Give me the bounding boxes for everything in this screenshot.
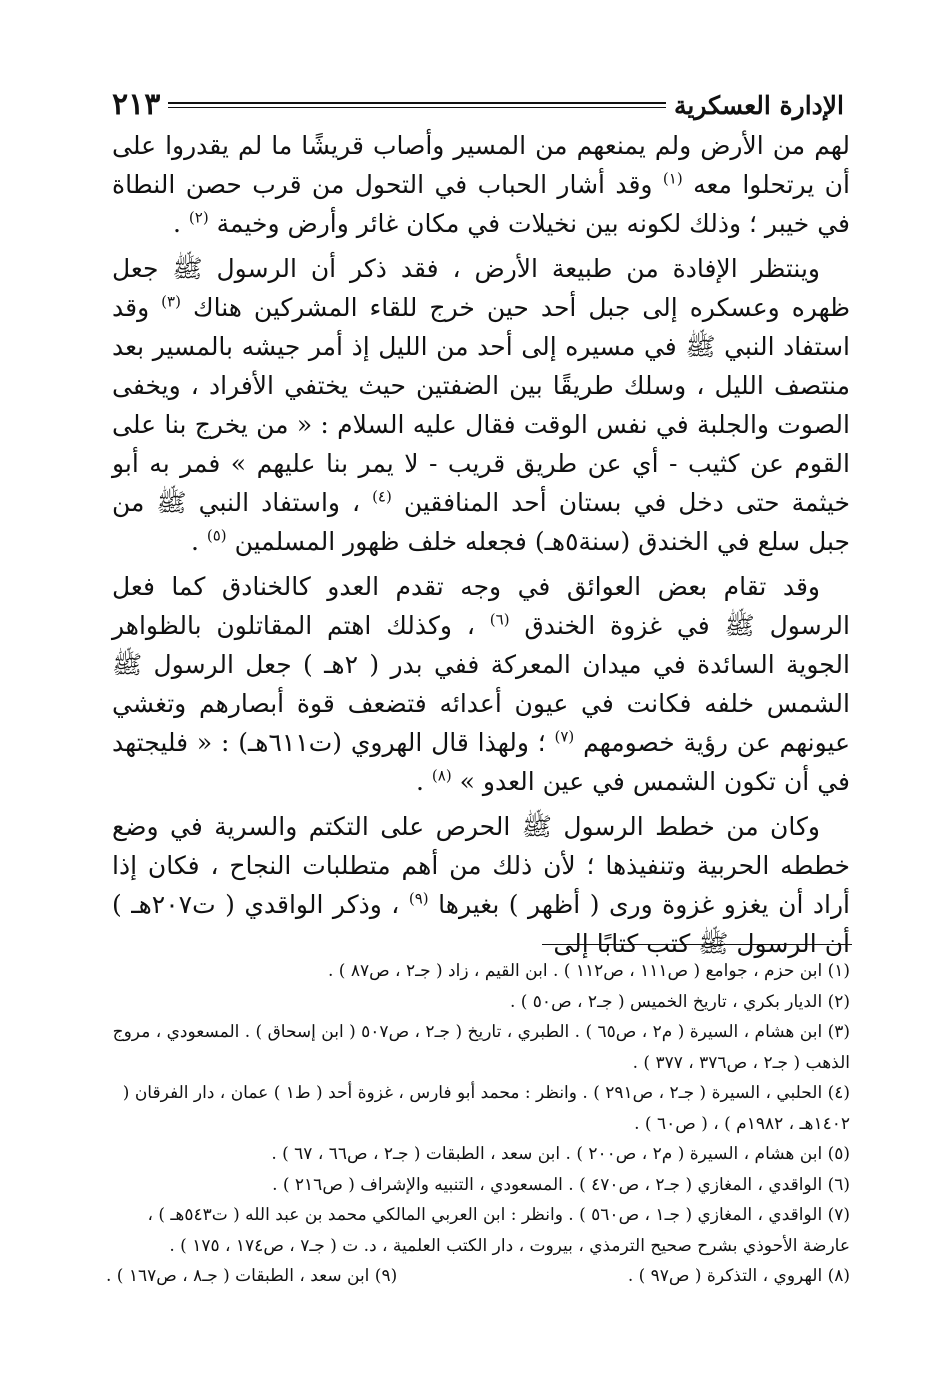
paragraph-text: وقد استفاد النبي ﷺ في مسيره إلى أحد من الليل إذ أمر جيشه بالمسير بعد منتصف الليل ، وسلك طريقًا بين الضفتين حيث يختفي الأفراد ، ويخفى الصوت والجلبة في نفس الوقت فقال عليه السلام : « من يخرج بنا على القوم عن كثيب - أي عن طريق قريب - لا يمر بنا عليهم » فمر به أبو خيثمة حتى دخل في بستان أحد المنافقين (112, 293, 850, 517)
footnote: (٣) ابن هشام ، السيرة ( م٢ ، ص٦٥ ) . الطبري ، تاريخ ( جـ٢ ، ص٥٠٧ ( ابن إسحاق ) . المسعودي ، مروج الذهب ( جـ٢ ، ص٣٧٦ ، ٣٧٧ ) . (112, 1022, 850, 1073)
footnote: (١) ابن حزم ، جوامع ( ص١١١ ، ص١١٢ ) . ابن القيم ، زاد ( جـ٢ ، ص٨٧ ) . (327, 961, 850, 981)
footnote-marker: (٨) (431, 766, 452, 785)
paragraph-text: وقد تقام بعض العوائق في وجه تقدم العدو كالخنادق كما فعل الرسول ﷺ في غزوة الخندق (112, 572, 850, 640)
page-number: ٢١٣ (112, 87, 161, 122)
paragraph-text: ، واستفاد النبي ﷺ من جبل سلع في الخندق (سنة٥هـ) فجعله خلف ظهور المسلمين (112, 488, 850, 556)
footnote-marker: (٢) (188, 208, 209, 227)
paragraph-text: ، وذكر الواقدي ( ت٢٠٧هـ ) أن الرسول ﷺ كتب كتابًا إلى (112, 890, 850, 958)
page-header (112, 70, 844, 120)
paragraph-text: وقد أشار الحباب في التحول من قرب حصن النطاة في خيبر ؛ وذلك لكونه بين نخيلات في مكان غائر وأرض وخيمة (112, 170, 850, 238)
paragraph-end: . (190, 527, 207, 556)
paragraph (112, 567, 850, 801)
footnote-marker: (٧) (554, 727, 575, 746)
footnote-marker: (٥) (206, 526, 227, 545)
main-text (112, 126, 850, 969)
paragraph-text: لهم من الأرض ولم يمنعهم من المسير وأصاب قريشًا ما لم يقدروا على أن يرتحلوا معه (112, 131, 850, 199)
footnote: (٤) الحلبي ، السيرة ( جـ٢ ، ص٢٩١ ) . وانظر : محمد أبو فارس ، غزوة أحد ( ط١ ) عمان ، دار الفرقان ( ١٤٠٢هـ ، ١٩٨٢م ) ، ( ص٦٠ ) . (122, 1083, 850, 1134)
paragraph-text: ، وكذلك اهتم المقاتلون بالظواهر الجوية السائدة في ميدان المعركة ففي بدر ( ٢هـ ) جعل الرسول ﷺ الشمس خلفه فكانت في عيون أعدائه فتضعف قوة أبصارهم وتغشي عيونهم عن رؤية خصومهم (112, 611, 850, 757)
paragraph-text: وينتظر الإفادة من طبيعة الأرض ، فقد ذكر أن الرسول ﷺ جعل ظهره وعسكره إلى جبل أحد حين خرج للقاء المشركين هناك (112, 254, 851, 322)
running-title: الإدارة العسكرية (673, 91, 844, 120)
footnote-marker: (٦) (489, 610, 510, 629)
footnote: (٦) الواقدي ، المغازي ( جـ٢ ، ص٤٧٠ ) . المسعودي ، التنبيه والإشراف ( ص٢١٦ ) . (272, 1174, 850, 1195)
footnote: (٨) الهروي ، التذكرة ( ص٩٧ ) . (627, 1266, 850, 1286)
footnote: (٥) ابن هشام ، السيرة ( م٢ ، ص٢٠٠ ) . ابن سعد ، الطبقات ( جـ٢ ، ص٦٦ ، ٦٧ ) . (271, 1144, 850, 1164)
footnote: (٧) الواقدي ، المغازي ( جـ١ ، ص٥٦٠ ) . وانظر : ابن العربي المالكي محمد بن عبد الله ( ت٥٤٣هـ ) ، عارضة الأحوذي بشرح صحيح الترمذي ، بيروت ، دار الكتب العلمية ، د. ت ( جـ٧ ، ص١٧٤ ، ١٧٥ ) . (147, 1205, 850, 1256)
footnote: (٩) ابن سعد ، الطبقات ( جـ٨ ، ص١٦٧ ) . (106, 1266, 398, 1286)
footnote-row (106, 1261, 850, 1292)
paragraph-end: . (173, 209, 189, 238)
footnote-marker: (١) (662, 169, 683, 188)
footnote-separator (542, 944, 852, 945)
paragraph (112, 126, 850, 243)
footnote-marker: (٤) (372, 487, 392, 506)
header-rule (168, 102, 666, 108)
footnote: (٢) الديار بكري ، تاريخ الخميس ( جـ٢ ، ص٥٠ ) . (509, 991, 850, 1012)
paragraph-end: . (416, 767, 432, 796)
paragraph-text: وكان من خطط الرسول ﷺ الحرص على التكتم والسرية في وضع خططه الحربية وتنفيذها ؛ لأن ذلك من أهم متطلبات النجاح ، فكان إذا أراد أن يغزو غزوة ورى ( أظهر ) بغيرها (112, 812, 850, 919)
footnote-marker: (٣) (161, 292, 181, 311)
paragraph-text: ؛ ولهذا قال الهروي (ت٦١١هـ) : « فليجتهد في أن تكون الشمس في عين العدو » (112, 728, 850, 796)
paragraph (112, 249, 850, 561)
paragraph (112, 807, 850, 963)
footnote-marker: (٩) (408, 889, 429, 908)
footnotes (106, 956, 850, 1292)
